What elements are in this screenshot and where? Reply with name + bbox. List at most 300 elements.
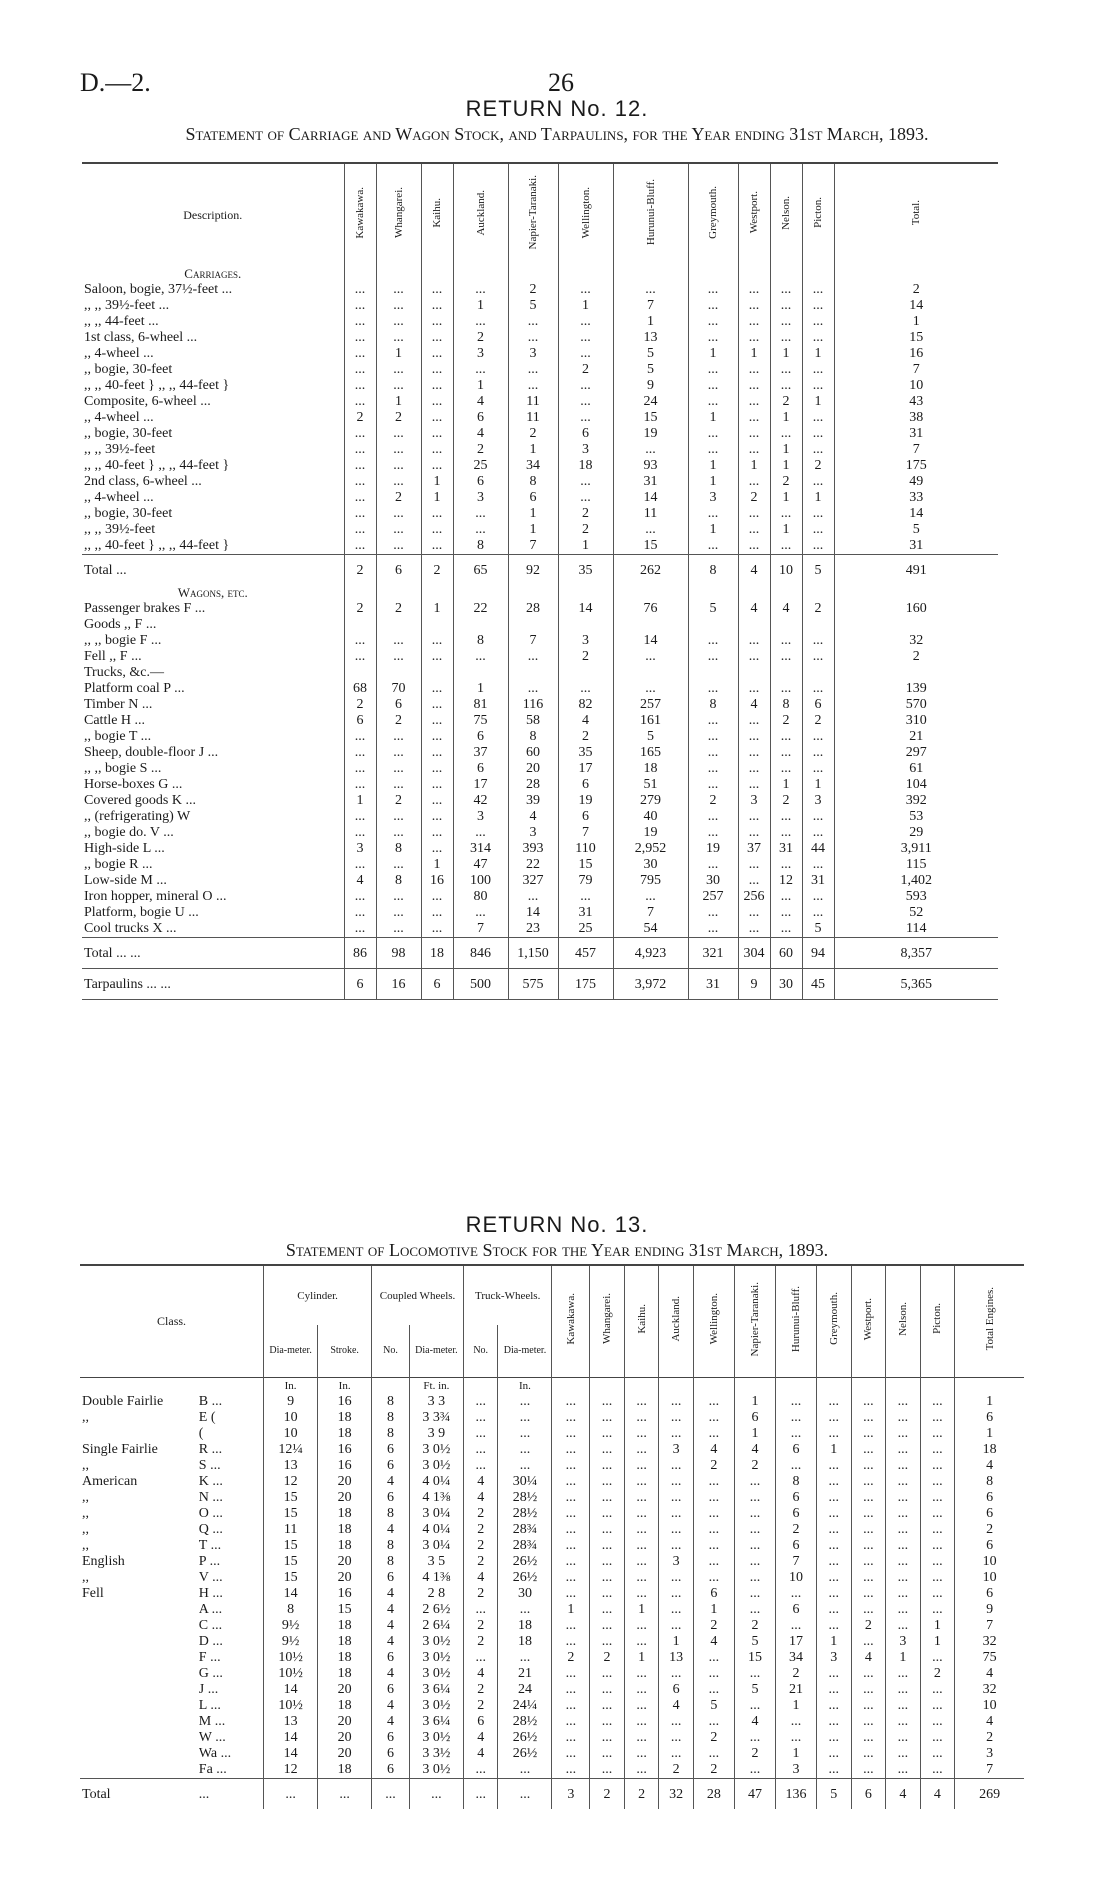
table-cell: 2 [734, 1618, 775, 1634]
table-cell: ... [463, 1778, 498, 1809]
empty-cell [558, 266, 613, 282]
table-cell: 68 [344, 681, 376, 697]
table-cell: ... [624, 1618, 659, 1634]
table-cell: 2 [775, 1666, 816, 1682]
table-cell: ... [738, 921, 770, 938]
table-cell: 30 [613, 857, 688, 873]
table-cell: ... [688, 394, 738, 410]
table-cell: 14 [508, 905, 558, 921]
table-cell: 3 [453, 490, 508, 506]
table-cell: ... [552, 1458, 590, 1474]
table-cell: ... [851, 1490, 886, 1506]
table-cell: 2 [770, 793, 802, 809]
table-cell: 86 [344, 938, 376, 969]
table-cell: 1 [817, 1634, 852, 1650]
row-description: Platform coal P ... [84, 681, 185, 696]
table-cell: 3 [552, 1778, 590, 1809]
table-cell: ... [498, 1602, 552, 1618]
table-cell: ... [802, 298, 834, 314]
table-cell: ... [817, 1666, 852, 1682]
table-cell: ... [558, 282, 613, 298]
table-cell: 4 [558, 713, 613, 729]
table-cell: 12¼ [264, 1442, 318, 1458]
row-description: Platform, bogie U ... [84, 905, 199, 920]
table-row [80, 1442, 1024, 1458]
col-header-station: Kawakawa. [552, 1265, 590, 1377]
table-cell: ... [817, 1762, 852, 1779]
table-cell: 4 [659, 1698, 694, 1714]
table-cell: ... [770, 649, 802, 665]
class-name [80, 1650, 199, 1666]
empty-cell [590, 1377, 625, 1394]
table-cell: 1 [693, 1602, 734, 1618]
table-cell: ... [920, 1538, 955, 1554]
table-cell: ... [376, 905, 421, 921]
table-row [82, 506, 998, 522]
table-cell: 15 [558, 857, 613, 873]
table-cell: 25 [453, 458, 508, 474]
table-cell: 6 [453, 410, 508, 426]
table-row [82, 378, 998, 394]
table-cell: ... [693, 1426, 734, 1442]
col-header-station: Napier-Taranaki. [508, 163, 558, 266]
table-cell: 4 [372, 1714, 410, 1730]
table-cell: 7 [955, 1618, 1024, 1634]
table-cell: ... [920, 1570, 955, 1586]
col-header-truck-no: No. [463, 1325, 498, 1377]
table-cell: 19 [688, 841, 738, 857]
table-cell: 18 [318, 1650, 372, 1666]
section-heading: Wagons, etc. [177, 585, 248, 600]
table-cell: 2,952 [613, 841, 688, 857]
row-description: Horse-boxes G ... [84, 777, 183, 792]
table-cell: 30 [770, 969, 802, 1000]
table-cell: 3 [659, 1554, 694, 1570]
table-cell: 37 [738, 841, 770, 857]
table-cell: ... [552, 1730, 590, 1746]
row-description: High-side L ... [84, 841, 165, 856]
table-cell: ... [590, 1554, 625, 1570]
table-cell: 28¾ [498, 1522, 552, 1538]
table-cell: ... [693, 1394, 734, 1410]
col-header-total-engines: Total Engines. [955, 1265, 1024, 1377]
table-cell [613, 665, 688, 681]
table-cell: 1 [770, 442, 802, 458]
table-cell: ... [659, 1538, 694, 1554]
table-cell: ... [886, 1586, 921, 1602]
table-cell: ... [886, 1698, 921, 1714]
table-cell: 6 [463, 1714, 498, 1730]
table-cell: 2 [463, 1586, 498, 1602]
table-cell: 3,911 [834, 841, 998, 857]
table-cell: 14 [264, 1730, 318, 1746]
table-cell: 8 [770, 697, 802, 713]
table-cell: ... [693, 1746, 734, 1762]
table-cell: 2 [558, 506, 613, 522]
table-cell: ... [851, 1634, 886, 1650]
table-cell [508, 617, 558, 633]
table-cell: ... [421, 777, 453, 793]
table-cell: ... [693, 1554, 734, 1570]
table-cell: ... [558, 394, 613, 410]
row-description: Tarpaulins ... ... [82, 969, 344, 1000]
unit-label [372, 1377, 410, 1394]
col-header-class: Class. [157, 1314, 187, 1329]
table-cell: 6 [372, 1442, 410, 1458]
table-cell: ... [738, 378, 770, 394]
table-cell: 2 [558, 362, 613, 378]
table-cell: 10 [834, 378, 998, 394]
table-cell: ... [552, 1762, 590, 1779]
table-cell: 20 [318, 1490, 372, 1506]
page-number: 26 [548, 68, 574, 97]
table-cell: 32 [955, 1682, 1024, 1698]
table-cell: 2 [734, 1746, 775, 1762]
table-cell: ... [590, 1762, 625, 1779]
table-cell: ... [558, 378, 613, 394]
table-cell: 5 [688, 601, 738, 617]
table-cell: ... [453, 282, 508, 298]
table-cell: 20 [318, 1682, 372, 1698]
table-cell: ... [344, 745, 376, 761]
table-cell: ... [693, 1490, 734, 1506]
empty-cell [453, 266, 508, 282]
table-cell: 2 [802, 601, 834, 617]
table-cell: ... [775, 1714, 816, 1730]
table-cell: ... [376, 761, 421, 777]
table-cell: 9 [738, 969, 770, 1000]
table-cell: 8 [372, 1554, 410, 1570]
table-cell: ... [552, 1506, 590, 1522]
table-cell: 4 [372, 1698, 410, 1714]
table-cell: 6 [775, 1602, 816, 1618]
class-name: Total [80, 1778, 199, 1809]
table-cell: 92 [508, 555, 558, 586]
table-cell: 10 [955, 1554, 1024, 1570]
table-cell: ... [770, 681, 802, 697]
table-cell: ... [552, 1442, 590, 1458]
class-name [80, 1746, 199, 1762]
empty-cell [770, 585, 802, 601]
table-cell: 1 [770, 490, 802, 506]
table-cell: 6 [693, 1586, 734, 1602]
table-cell: ... [624, 1682, 659, 1698]
table-cell: ... [802, 761, 834, 777]
table-cell: ... [851, 1682, 886, 1698]
table-cell: 2 [376, 490, 421, 506]
empty-cell [613, 585, 688, 601]
table-cell: 16 [318, 1458, 372, 1474]
table-cell: 1 [613, 314, 688, 330]
table-cell: ... [590, 1394, 625, 1410]
table-cell: 2 [802, 458, 834, 474]
table-cell: 8 [376, 841, 421, 857]
table-cell: 2 [955, 1522, 1024, 1538]
table-cell: ... [613, 681, 688, 697]
return-13-subtitle: Statement of Locomotive Stock for the Year ending 31st March, 1893. [285, 1240, 829, 1260]
table-cell: 1 [920, 1618, 955, 1634]
table-cell: 3 0½ [409, 1634, 463, 1650]
class-letter: ( [198, 1425, 204, 1441]
table-cell: ... [851, 1474, 886, 1490]
table-row [82, 873, 998, 889]
table-cell: 3 [558, 633, 613, 649]
table-cell: ... [738, 825, 770, 841]
table-cell: 6 [376, 555, 421, 586]
table-cell: ... [693, 1666, 734, 1682]
col-header-station: Whangarei. [590, 1265, 625, 1377]
table-cell: ... [421, 410, 453, 426]
section-heading-row [82, 266, 998, 282]
table-cell: ... [421, 649, 453, 665]
table-cell: 1 [920, 1634, 955, 1650]
table-cell: 10½ [264, 1698, 318, 1714]
empty-cell [624, 1377, 659, 1394]
table-cell: 6 [372, 1458, 410, 1474]
table-cell: ... [453, 362, 508, 378]
table-cell: 17 [558, 761, 613, 777]
col-header-station: Wellington. [693, 1265, 734, 1377]
table-cell: 18 [318, 1762, 372, 1779]
table-cell: 2 [463, 1698, 498, 1714]
table-cell: 3 9 [409, 1426, 463, 1442]
table-cell: ... [920, 1554, 955, 1570]
table-cell [558, 665, 613, 681]
table-cell: ... [802, 282, 834, 298]
table-cell: 1 [886, 1650, 921, 1666]
table-cell: ... [734, 1570, 775, 1586]
table-cell: ... [817, 1730, 852, 1746]
table-cell: ... [770, 506, 802, 522]
table-cell: 1 [688, 522, 738, 538]
carriage-wagon-table [82, 162, 998, 1000]
table-cell: 3 [802, 793, 834, 809]
table-cell: ... [817, 1426, 852, 1442]
table-cell: 24 [498, 1682, 552, 1698]
row-description: Covered goods K ... [84, 793, 196, 808]
table-cell: 2 [659, 1762, 694, 1779]
table-cell: ... [886, 1538, 921, 1554]
table-cell: ... [344, 777, 376, 793]
table-cell: 11 [264, 1522, 318, 1538]
table-cell: 34 [508, 458, 558, 474]
table-cell: ... [344, 905, 376, 921]
table-cell: ... [886, 1618, 921, 1634]
table-cell: 14 [264, 1682, 318, 1698]
table-cell: 4 [463, 1490, 498, 1506]
table-cell: 18 [318, 1618, 372, 1634]
table-cell: 269 [955, 1778, 1024, 1809]
table-row [82, 474, 998, 490]
table-cell: 2 [693, 1458, 734, 1474]
table-cell: ... [817, 1522, 852, 1538]
table-cell: 8 [372, 1410, 410, 1426]
table-cell: ... [344, 298, 376, 314]
empty-cell [80, 1377, 199, 1394]
table-cell: 11 [613, 506, 688, 522]
table-cell: 6 [372, 1730, 410, 1746]
table-cell: 8 [372, 1394, 410, 1410]
table-cell: 1,150 [508, 938, 558, 969]
table-cell: 1 [421, 857, 453, 873]
table-cell: 321 [688, 938, 738, 969]
table-cell: 4 [372, 1666, 410, 1682]
table-cell: ... [693, 1682, 734, 1698]
table-cell: ... [920, 1410, 955, 1426]
table-cell: 28½ [498, 1714, 552, 1730]
table-cell: ... [734, 1698, 775, 1714]
table-cell: ... [421, 538, 453, 555]
table-row [82, 777, 998, 793]
table-cell: 5 [802, 921, 834, 938]
table-cell: 114 [834, 921, 998, 938]
table-cell: ... [920, 1602, 955, 1618]
table-row [82, 905, 998, 921]
class-letter: C ... [198, 1617, 223, 1633]
table-cell: 4 [372, 1618, 410, 1634]
table-cell: 1 [802, 777, 834, 793]
table-cell: ... [344, 474, 376, 490]
table-cell: ... [851, 1714, 886, 1730]
col-header-station: Wellington. [558, 163, 613, 266]
table-cell: 8 [372, 1506, 410, 1522]
table-cell: ... [775, 1618, 816, 1634]
table-cell: 15 [264, 1538, 318, 1554]
table-cell: 2 [770, 394, 802, 410]
table-cell: 104 [834, 777, 998, 793]
table-cell: 1 [376, 394, 421, 410]
table-cell: ... [463, 1602, 498, 1618]
table-cell [688, 617, 738, 633]
table-cell: ... [624, 1554, 659, 1570]
table-cell: 18 [318, 1538, 372, 1554]
table-cell: ... [688, 729, 738, 745]
table-cell: ... [498, 1650, 552, 1666]
row-description: 1st class, 6-wheel ... [84, 330, 198, 345]
table-cell: 1 [552, 1602, 590, 1618]
table-cell [802, 617, 834, 633]
table-row [80, 1666, 1024, 1682]
col-header-coupled-no: No. [372, 1325, 410, 1377]
class-name [80, 1698, 199, 1714]
row-description: ,, ,, 39½-feet ... [84, 298, 170, 313]
table-cell: ... [498, 1778, 552, 1809]
table-cell: 2 [376, 601, 421, 617]
total-row [80, 1778, 1024, 1809]
table-cell: ... [688, 649, 738, 665]
table-cell: ... [624, 1746, 659, 1762]
table-cell: ... [498, 1426, 552, 1442]
table-cell: 2 [463, 1522, 498, 1538]
table-cell [344, 665, 376, 681]
empty-cell [834, 266, 998, 282]
table-cell: 28½ [498, 1506, 552, 1522]
table-cell: ... [624, 1522, 659, 1538]
table-cell: ... [421, 809, 453, 825]
class-letter: D ... [198, 1633, 223, 1649]
class-letter: Fa ... [198, 1761, 227, 1777]
table-cell: 14 [834, 506, 998, 522]
table-cell: 2 [376, 713, 421, 729]
table-cell: 279 [613, 793, 688, 809]
table-cell: ... [558, 490, 613, 506]
empty-cell [659, 1377, 694, 1394]
table-cell: 3 0½ [409, 1730, 463, 1746]
table-cell: 3 [344, 841, 376, 857]
table-cell: 8,357 [834, 938, 998, 969]
table-cell: 6 [734, 1410, 775, 1426]
table-cell: 18 [318, 1522, 372, 1538]
table-cell: 4 0¼ [409, 1522, 463, 1538]
table-cell: ... [770, 426, 802, 442]
empty-cell [734, 1377, 775, 1394]
table-cell: 2 [775, 1522, 816, 1538]
table-cell: ... [886, 1570, 921, 1586]
row-description: ,, ,, 39½-feet [84, 442, 156, 457]
table-cell: 14 [264, 1746, 318, 1762]
table-cell: 6 [955, 1506, 1024, 1522]
row-description: ,, ,, 39½-feet [84, 522, 156, 537]
table-cell: ... [817, 1458, 852, 1474]
row-description: ,, bogie do. V ... [84, 825, 174, 840]
table-cell: ... [344, 314, 376, 330]
table-cell: 139 [834, 681, 998, 697]
table-cell: ... [770, 809, 802, 825]
table-row [80, 1394, 1024, 1410]
table-row [80, 1458, 1024, 1474]
col-header-station: Nelson. [886, 1265, 921, 1377]
table-cell: 3 [775, 1762, 816, 1779]
table-cell: 8 [688, 697, 738, 713]
empty-cell [344, 266, 376, 282]
table-row [82, 729, 998, 745]
table-cell: 115 [834, 857, 998, 873]
row-description: ,, (refrigerating) W [84, 809, 191, 824]
table-cell: ... [738, 474, 770, 490]
empty-cell [376, 266, 421, 282]
table-row [82, 713, 998, 729]
table-cell: ... [734, 1586, 775, 1602]
table-cell: 22 [453, 601, 508, 617]
table-cell: 11 [508, 410, 558, 426]
section-heading-row [82, 585, 998, 601]
table-cell: ... [421, 314, 453, 330]
table-cell: 16 [834, 346, 998, 362]
table-cell: ... [802, 857, 834, 873]
table-cell: ... [590, 1682, 625, 1698]
class-letter: L ... [198, 1697, 221, 1713]
col-header-station: Auckland. [453, 163, 508, 266]
table-cell: ... [552, 1682, 590, 1698]
table-cell: 6 [558, 809, 613, 825]
table-cell [376, 665, 421, 681]
table-cell: 4 [372, 1602, 410, 1618]
table-cell: ... [659, 1506, 694, 1522]
empty-cell [688, 266, 738, 282]
class-letter: W ... [198, 1729, 226, 1745]
table-cell: ... [851, 1762, 886, 1779]
table-cell: 4,923 [613, 938, 688, 969]
table-cell: ... [802, 474, 834, 490]
table-cell: 6 [955, 1490, 1024, 1506]
table-cell: 2 [802, 713, 834, 729]
table-cell: 11 [508, 394, 558, 410]
table-cell: ... [775, 1426, 816, 1442]
table-row [80, 1618, 1024, 1634]
table-row [80, 1746, 1024, 1762]
table-cell: ... [802, 522, 834, 538]
table-cell: 2 [463, 1634, 498, 1650]
